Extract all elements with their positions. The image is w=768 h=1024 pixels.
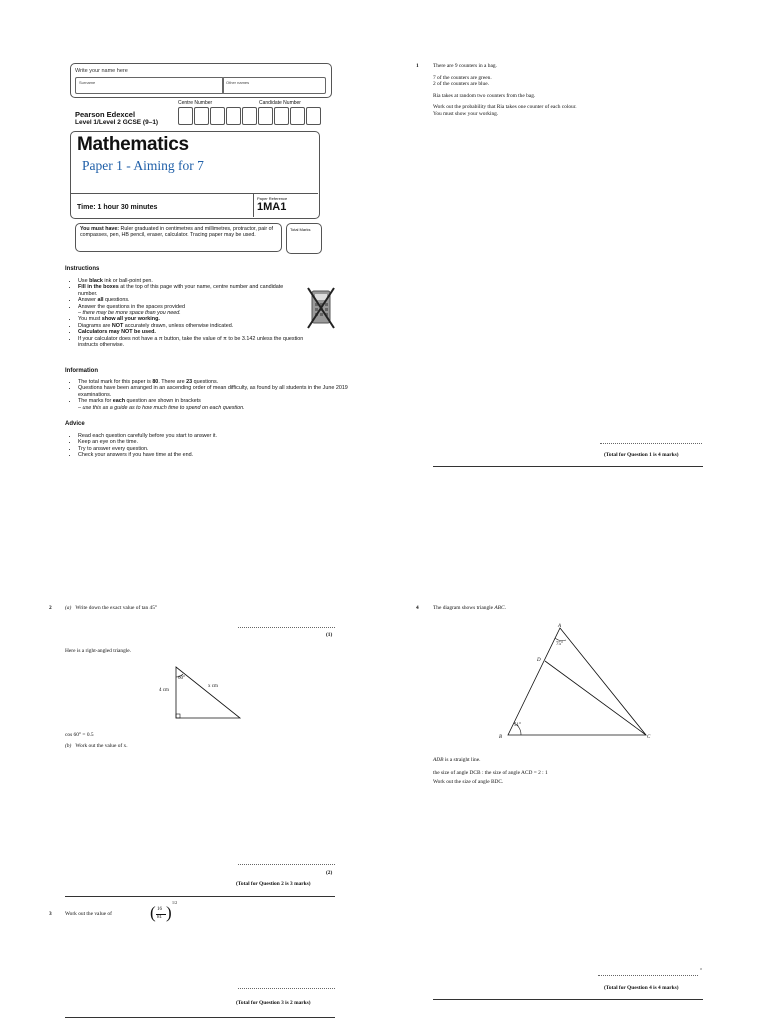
q4-label-b: B bbox=[499, 735, 503, 740]
centre-number-boxes[interactable] bbox=[178, 107, 258, 130]
q3-answer-line[interactable] bbox=[238, 988, 335, 989]
q4-text: ADB is a straight line. the size of angle DCB : the size of angle ACD = 2 : 1 Work out the size of angle BDC. bbox=[433, 757, 548, 786]
q1-answer-line[interactable] bbox=[600, 443, 702, 444]
total-marks-box: Total Marks bbox=[286, 223, 322, 254]
other-names-field[interactable]: Other names bbox=[222, 77, 326, 94]
you-must-have-text: Ruler graduated in centimetres and millimetres, protractor, pair of compasses, pen, HB pencil, eraser, calculator. Tracing paper may be used. bbox=[80, 226, 274, 239]
q1-total: (Total for Question 1 is 4 marks) bbox=[604, 452, 679, 458]
exam-level: Level 1/Level 2 GCSE (9–1) bbox=[75, 119, 159, 126]
instructions-list bbox=[63, 278, 338, 348]
q2-part-a: (a) Write down the exact value of tan 45° bbox=[65, 605, 158, 611]
q3-numerator: 16 bbox=[157, 907, 162, 912]
candidate-number-boxes[interactable] bbox=[258, 107, 322, 130]
paper-reference: 1MA1 bbox=[257, 201, 287, 213]
write-name-label: Write your name here bbox=[75, 68, 128, 74]
q2-side-label: 4 cm bbox=[159, 688, 169, 693]
q4-degree-unit: ° bbox=[700, 969, 702, 974]
paper-reference-label: Paper Reference bbox=[257, 196, 288, 201]
exam-time: Time: 1 hour 30 minutes bbox=[77, 204, 158, 211]
surname-field[interactable]: Surname bbox=[75, 77, 224, 94]
you-must-have-box: You must have: Ruler graduated in centimetres and millimetres, protractor, pair of compasses, pen, HB pencil, eraser, calculator. Tracing paper may be used. bbox=[75, 223, 282, 252]
q2-total: (Total for Question 2 is 3 marks) bbox=[236, 881, 311, 887]
instruction-item: • Use black ink or ball-point pen. bbox=[78, 278, 338, 284]
q4-label-c: C bbox=[647, 735, 651, 740]
q4-divider bbox=[433, 999, 703, 1000]
q4-answer-line[interactable] bbox=[598, 975, 698, 976]
instruction-item: • Answer the questions in the spaces provided – there may be more space than you need. bbox=[78, 304, 338, 317]
q3-expression: ( 16 81 ) 1/2 bbox=[150, 900, 178, 922]
q2-given: cos 60° = 0.5 bbox=[65, 732, 94, 738]
q4-angle-a: 75° bbox=[556, 642, 563, 647]
paper-title: Paper 1 - Aiming for 7 bbox=[82, 158, 204, 173]
q4-angle-b: 51° bbox=[514, 723, 521, 728]
q3-power: 1/2 bbox=[172, 900, 178, 905]
q2a-mark: (1) bbox=[326, 632, 333, 638]
q4-triangle-diagram bbox=[500, 622, 660, 742]
cover-name-box bbox=[70, 63, 332, 98]
q2-number: 2 bbox=[49, 605, 52, 611]
q3-denominator: 81 bbox=[157, 915, 162, 920]
q3-number: 3 bbox=[49, 911, 52, 917]
information-item: • The total mark for this paper is 80. There are 23 questions. bbox=[78, 379, 350, 385]
advice-heading: Advice bbox=[65, 421, 85, 427]
q4-number: 4 bbox=[416, 605, 419, 611]
q4-label-a: A bbox=[558, 624, 562, 629]
advice-item: • Keep an eye on the time. bbox=[78, 439, 338, 445]
q1-text: There are 9 counters in a bag. 7 of the counters are green. 2 of the counters are blue. Ria takes at random two counters from the bag. Work out the probability that Ria takes one counter of each colour. You must show your working. bbox=[433, 63, 577, 117]
q4-label-d: D bbox=[537, 658, 541, 663]
q2-part-b: (b) Work out the value of x. bbox=[65, 743, 128, 749]
q3-total: (Total for Question 3 is 2 marks) bbox=[236, 1000, 311, 1006]
centre-number-label: Centre Number bbox=[178, 100, 213, 106]
instruction-item: • Answer all questions. bbox=[78, 297, 338, 303]
q2a-answer-line[interactable] bbox=[238, 627, 335, 628]
candidate-number-label: Candidate Number bbox=[259, 100, 301, 106]
instruction-item: • Fill in the boxes at the top of this page with your name, centre number and candidate number. bbox=[78, 284, 293, 297]
information-list bbox=[63, 379, 350, 411]
instruction-item: • Calculators may NOT be used. bbox=[78, 329, 338, 335]
information-item: • Questions have been arranged in an ascending order of mean difficulty, as found by all students in the June 2019 examinations. bbox=[78, 385, 350, 398]
subject-title: Mathematics bbox=[77, 134, 189, 155]
q2-hyp-label: x cm bbox=[208, 684, 218, 689]
information-heading: Information bbox=[65, 368, 98, 374]
subject-box bbox=[70, 131, 320, 219]
q2b-mark: (2) bbox=[326, 870, 333, 876]
instruction-item: • Diagrams are NOT accurately drawn, unless otherwise indicated. bbox=[78, 323, 338, 329]
q2-angle-label: 60° bbox=[178, 676, 185, 681]
q2-divider bbox=[65, 896, 335, 897]
q2b-answer-line[interactable] bbox=[238, 864, 335, 865]
instruction-item: • If your calculator does not have a π button, take the value of π to be 3.142 unless the question instructs otherwise. bbox=[78, 336, 313, 349]
advice-list bbox=[63, 433, 338, 459]
q2-intro: Here is a right-angled triangle. bbox=[65, 648, 132, 654]
instructions-heading: Instructions bbox=[65, 266, 100, 272]
advice-item: • Check your answers if you have time at the end. bbox=[78, 452, 338, 458]
q3-text: Work out the value of bbox=[65, 911, 112, 917]
exam-board: Pearson Edexcel bbox=[75, 110, 136, 119]
q3-divider bbox=[65, 1017, 335, 1018]
q4-intro: The diagram shows triangle ABC. bbox=[433, 605, 506, 611]
instruction-item: • You must show all your working. bbox=[78, 316, 338, 322]
information-item: • The marks for each question are shown in brackets – use this as a guide as to how much time to spend on each question. bbox=[78, 398, 350, 411]
advice-item: • Try to answer every question. bbox=[78, 446, 338, 452]
q4-total: (Total for Question 4 is 4 marks) bbox=[604, 985, 679, 991]
q1-number: 1 bbox=[416, 63, 419, 69]
q1-divider bbox=[433, 466, 703, 467]
advice-item: • Read each question carefully before you start to answer it. bbox=[78, 433, 338, 439]
